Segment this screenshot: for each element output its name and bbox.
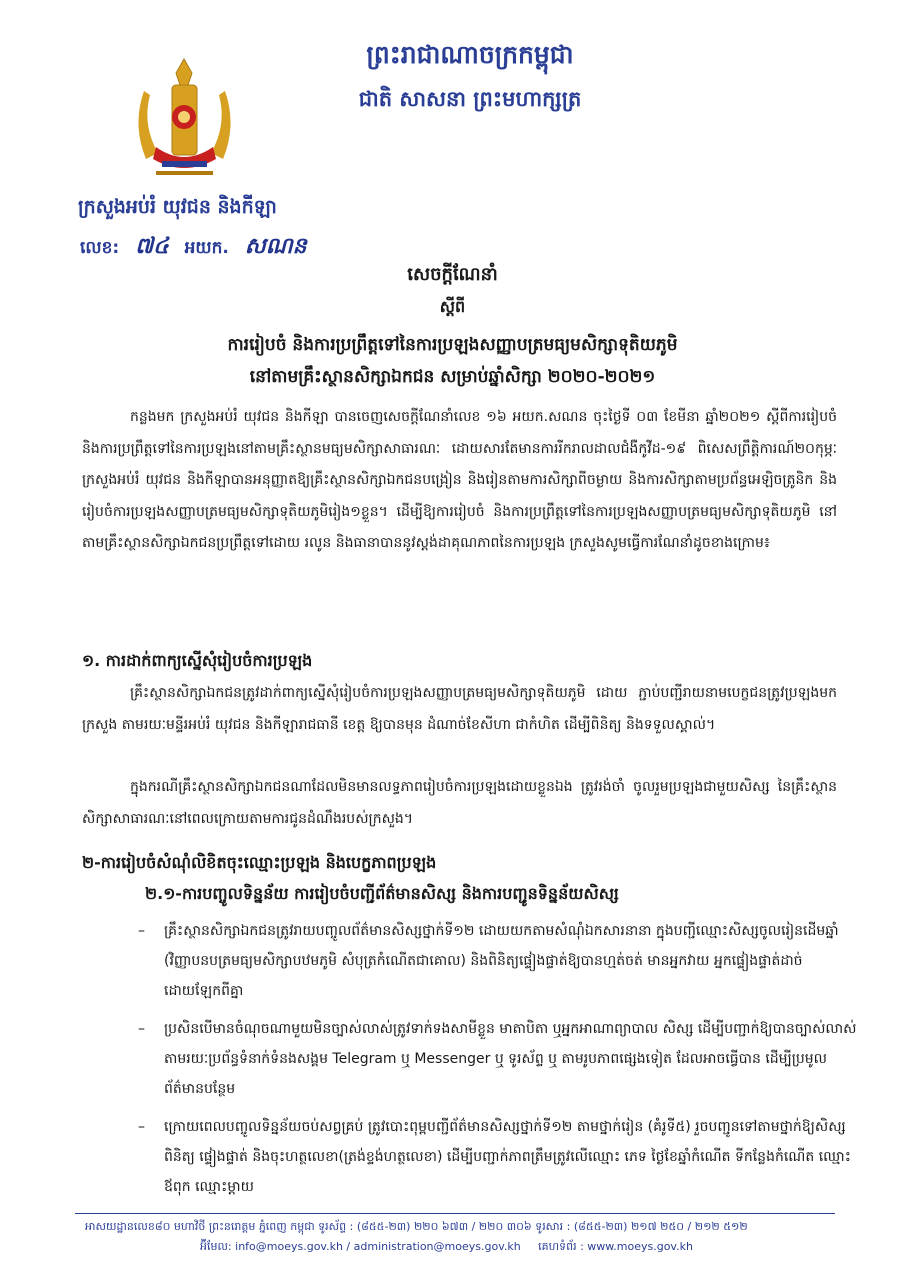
dash-bullet-icon: – [138, 923, 145, 939]
seal-emblem [138, 59, 230, 175]
section-2-heading: ២-ការរៀបចំសំណុំលិខិតចុះឈ្មោះប្រឡង និងបេក្ខភាពប្រឡង [82, 853, 437, 872]
bullet-item [138, 1112, 864, 1202]
ref-code-handwritten: សណន [244, 233, 307, 259]
ref-number-handwritten: ៧៤ [135, 233, 169, 259]
bullet-text: គ្រឹះស្ថានសិក្សាឯកជនត្រូវរាយបញ្ចូលព័ត៌មានសិស្សថ្នាក់ទី១២ ដោយយកតាមសំណុំឯកសារនានា ក្នុងបញ្ជីឈ្មោះសិស្សចូលរៀនដើមឆ្នាំ (វិញ្ញាបនបត្រមធ្យមសិក្សាបឋមភូមិ សំបុត្រកំណើតជាគោល) និងពិនិត្យផ្ទៀងផ្ទាត់ឱ្យបានហ្មត់ចត់ មានអ្នកវាយ អ្នកផ្ទៀងផ្ទាត់ដាច់ដោយឡែកពីគ្នា [164, 923, 839, 999]
email-links[interactable]: info@moeys.gov.kh / administration@moeys.gov.kh [235, 1240, 521, 1253]
section-1-paragraph-1: គ្រឹះស្ថានសិក្សាឯកជនត្រូវដាក់ពាក្យស្នើសុំរៀបចំការប្រឡងសញ្ញាបត្រមធ្យមសិក្សាទុតិយភូមិ ដោយ ភ្ជាប់បញ្ជីរាយនាមបេក្ខជនត្រូវប្រឡងមកក្រសួង តាមរយៈមន្ទីរអប់រំ យុវជន និងកីឡារាជធានី ខេត្ត ឱ្យបានមុន ដំណាច់ខែសីហា ជាកំហិត ដើម្បីពិនិត្យ និងទទួលស្គាល់។ [82, 685, 837, 733]
ref-label: លេខ: [80, 238, 120, 258]
ministry-seal-icon [132, 55, 237, 185]
kingdom-title: ព្រះរាជាណាចក្រកម្ពុជា [366, 40, 574, 69]
ref-suffix: អយក. [184, 238, 229, 258]
intro-paragraph: កន្លងមក ក្រសួងអប់រំ យុវជន និងកីឡា បានចេញសេចក្តីណែនាំលេខ ១៦ អយក.សណន ចុះថ្ងៃទី ០៣ ខែមីនា ឆ្នាំ២០២១ ស្តីពីការរៀបចំ និងការប្រព្រឹត្តទៅនៃការប្រឡងនៅតាមគ្រឹះស្ថានមធ្យមសិក្សាសាធារណៈ ដោយសារតែមានការរីករាលដាលជំងឺកូវីដ-១៩ ពិសេសព្រឹត្តិការណ៍២០កុម្ភៈ ក្រសួងអប់រំ យុវជន និងកីឡាបានអនុញ្ញាតឱ្យគ្រឹះស្ថានសិក្សាឯកជនបង្រៀន និងរៀនតាមការសិក្សាពីចម្ងាយ និងការសិក្សាតាមប្រព័ន្ធអេឡិចត្រូនិក និងរៀបចំការប្រឡងសញ្ញាបត្រមធ្យមសិក្សាទុតិយភូមិរៀង១ខ្លួន។ ដើម្បីឱ្យការរៀបចំ និងការប្រព្រឹត្តទៅនៃការប្រឡងសញ្ញាបត្រមធ្យមសិក្សាទុតិយភូមិ នៅតាមគ្រឹះស្ថានសិក្សាឯកជនប្រព្រឹត្តទៅដោយ រលូន និងធានាបាននូវស្តង់ដាគុណភាពនៃការប្រឡង ក្រសួងសូមធ្វើការណែនាំដូចខាងក្រោម៖ [82, 409, 837, 551]
national-motto: ជាតិ សាសនា ព្រះមហាក្សត្រ [358, 87, 582, 111]
reference-number [80, 232, 317, 264]
email-label: អ៊ីមែល: [200, 1240, 232, 1253]
section-1-paragraph-2: ក្នុងករណីគ្រឹះស្ថានសិក្សាឯកជនណាដែលមិនមានលទ្ធភាពរៀបចំការប្រឡងដោយខ្លួនឯង ត្រូវរង់ចាំ ចូលរួមប្រឡងជាមួយសិស្ស នៃគ្រឹះស្ថានសិក្សាសាធារណៈនៅពេលក្រោយតាមការជូនដំណឹងរបស់ក្រសួង។ [82, 779, 837, 827]
ministry-name: ក្រសួងអប់រំ យុវជន និងកីឡា [78, 196, 277, 218]
bullet-item [138, 916, 864, 1006]
bullet-item [138, 1014, 864, 1104]
bullet-text: ក្រោយពេលបញ្ចូលទិន្នន័យចប់សព្វគ្រប់ ត្រូវបោះពុម្ពបញ្ជីព័ត៌មានសិស្សថ្នាក់ទី១២ តាមថ្នាក់រៀន (គំរូទី៥) រួចបញ្ជូនទៅតាមថ្នាក់ឱ្យសិស្សពិនិត្យ ផ្ទៀងផ្ទាត់ និងចុះហត្ថលេខា(ត្រង់ខ្ទង់ហត្ថលេខា) ដើម្បីបញ្ជាក់ភាពត្រឹមត្រូវលើឈ្មោះ ភេទ ថ្ងៃខែឆ្នាំកំណើត ទីកន្លែងកំណើត ឈ្មោះឪពុក ឈ្មោះម្តាយ [164, 1119, 851, 1195]
footer-divider [75, 1213, 835, 1214]
bullet-text: ប្រសិនបើមានចំណុចណាមួយមិនច្បាស់លាស់ត្រូវទាក់ទងសាមីខ្លួន មាតាបិតា ឬអ្នកអាណាព្យាបាល សិស្ស ដើម្បីបញ្ជាក់ឱ្យបានច្បាស់លាស់ តាមរយៈប្រព័ន្ធទំនាក់ទំនងសង្គម Telegram ឬ Messenger ឬ ទូរស័ព្ទ ឬ តាមរូបភាពផ្សេងទៀត ដែលអាចធ្វើបាន ដើម្បីប្រមូលព័ត៌មានបន្ថែម [164, 1021, 857, 1097]
section-1-heading: ១. ការដាក់ពាក្យស្នើសុំរៀបចំការប្រឡង [82, 651, 313, 670]
website-link[interactable]: www.moeys.gov.kh [587, 1240, 693, 1253]
topic-line-1: ការរៀបចំ និងការប្រព្រឹត្តទៅនៃការប្រឡងសញ្ញាបត្រមធ្យមសិក្សាទុតិយភូមិ [227, 335, 678, 355]
website-label: គេហទំព័រ : [538, 1240, 584, 1253]
section-2-1-heading: ២.១-ការបញ្ចូលទិន្នន័យ ការរៀបចំបញ្ជីព័ត៌មានសិស្ស និងការបញ្ជូនទិន្នន័យសិស្ស [145, 884, 619, 903]
topic-line-2: នៅតាមគ្រឹះស្ថានសិក្សាឯកជន សម្រាប់ឆ្នាំសិក្សា ២០២០-២០២១ [249, 367, 656, 387]
document-title: សេចក្តីណែនាំ [407, 264, 498, 285]
dash-bullet-icon: – [138, 1021, 145, 1037]
footer-contacts [200, 1240, 693, 1256]
subject-label: ស្តីពី [439, 297, 466, 316]
footer-address: អាសយដ្ឋានលេខ៨០ មហាវិថី ព្រះនរោត្តម ភ្នំពេញ កម្ពុជា ទូរស័ព្ទ : (៨៥៥-២៣) ២២០ ៦៧៣ / ២២០ ៣០៦ ទូរសារ : (៨៥៥-២៣) ២១៧ ២៥០ / ២១២ ៥១២ [85, 1220, 748, 1233]
dash-bullet-icon: – [138, 1119, 145, 1135]
